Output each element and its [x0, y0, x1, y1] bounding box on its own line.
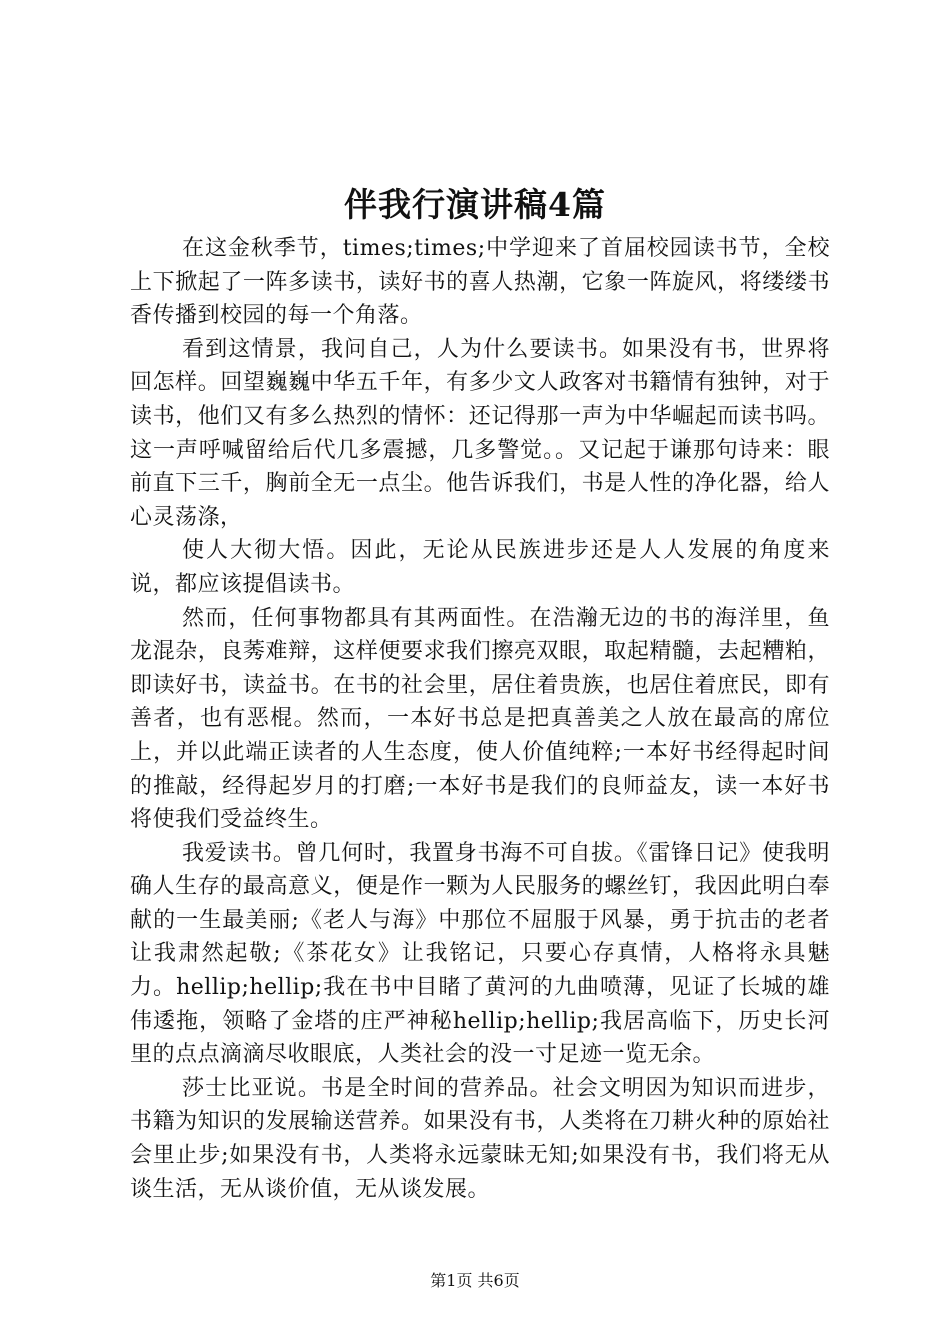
paragraph-1: 在这金秋季节，times;times;中学迎来了首届校园读书节，全校上下掀起了一阵多读书，读好书的喜人热潮，它象一阵旋风，将缕缕书香传播到校园的每一个角落。 — [130, 236, 830, 329]
paragraph-3: 使人大彻大悟。因此，无论从民族进步还是人人发展的角度来说，都应该提倡读书。 — [130, 538, 830, 597]
page-number: 第1页 共6页 — [430, 1271, 520, 1290]
paragraph-2: 看到这情景，我问自己，人为什么要读书。如果没有书，世界将回怎样。回望巍巍中华五千年，有多少文人政客对书籍情有独钟，对于读书，他们又有多么热烈的情怀：还记得那一声为中华崛起而读书吗。这一声呼喊留给后代几多震撼，几多警觉。。又记起于谦那句诗来：眼前直下三千，胸前全无一点尘。他告诉我们，书是人性的净化器，给人心灵荡涤， — [130, 336, 830, 530]
paragraph-6: 莎士比亚说。书是全时间的营养品。社会文明因为知识而进步，书籍为知识的发展输送营养。如果没有书，人类将在刀耕火种的原始社会里止步;如果没有书，人类将永远蒙昧无知;如果没有书，我们将无从谈生活，无从谈价值，无从谈发展。 — [130, 1075, 830, 1202]
paragraph-4: 然而，任何事物都具有其两面性。在浩瀚无边的书的海洋里，鱼龙混杂，良莠难辩，这样便要求我们擦亮双眼，取起精髓，去起糟粕，即读好书，读益书。在书的社会里，居住着贵族，也居住着庶民，即有善者，也有恶棍。然而，一本好书总是把真善美之人放在最高的席位上，并以此端正读者的人生态度，使人价值纯粹;一本好书经得起时间的推敲，经得起岁月的打磨;一本好书是我们的良师益友，读一本好书将使我们受益终生。 — [130, 605, 830, 833]
paragraph-5: 我爱读书。曾几何时，我置身书海不可自拔。《雷锋日记》使我明确人生存的最高意义，便是作一颗为人民服务的螺丝钉，我因此明白奉献的一生最美丽;《老人与海》中那位不屈服于风暴，勇于抗击的老者让我肃然起敬;《茶花女》让我铭记，只要心存真情，人格将永具魅力。hellip;hellip;我在书中目睹了黄河的九曲喷薄，见证了长城的雄伟逶拖，领略了金塔的庄严神秘hellip;hellip;我居高临下，历史长河里的点点滴滴尽收眼底，人类社会的没一寸足迹一览无余。 — [130, 840, 830, 1068]
document-body — [130, 232, 830, 1206]
document-title: 伴我行演讲稿4篇 — [344, 185, 606, 224]
